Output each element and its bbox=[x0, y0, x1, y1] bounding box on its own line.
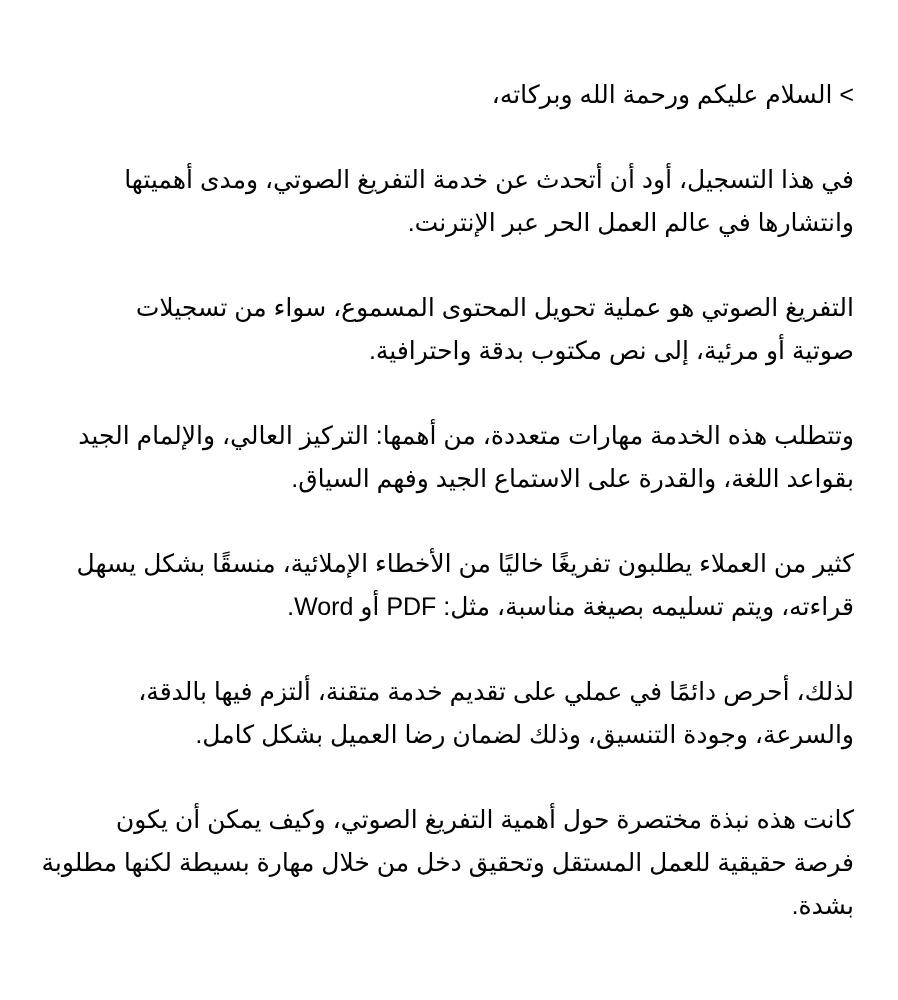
paragraph-line: صوتية أو مرئية، إلى نص مكتوب بدقة واحترافية. bbox=[368, 337, 854, 365]
paragraph-line: وتتطلب هذه الخدمة مهارات متعددة، من أهمها: التركيز العالي، والإلمام الجيد bbox=[78, 422, 854, 450]
paragraph-line: قراءته، ويتم تسليمه بصيغة مناسبة، مثل: PDF أو Word. bbox=[287, 593, 854, 621]
paragraph-line: في هذا التسجيل، أود أن أتحدث عن خدمة التفريغ الصوتي، ومدى أهميتها bbox=[124, 166, 854, 194]
document-body bbox=[30, 74, 854, 928]
skills-paragraph bbox=[30, 415, 854, 501]
conclusion-paragraph bbox=[30, 799, 854, 928]
paragraph-line: كثير من العملاء يطلبون تفريغًا خاليًا من الأخطاء الإملائية، منسقًا بشكل يسهل bbox=[76, 550, 854, 578]
paragraph-line: فرصة حقيقية للعمل المستقل وتحقيق دخل من خلال مهارة بسيطة لكنها مطلوبة bbox=[41, 849, 854, 877]
paragraph-line: بشدة. bbox=[791, 892, 854, 920]
paragraph-line: بقواعد اللغة، والقدرة على الاستماع الجيد وفهم السياق. bbox=[291, 465, 854, 493]
paragraph-line: وانتشارها في عالم العمل الحر عبر الإنترنت. bbox=[407, 209, 854, 237]
commitment-paragraph bbox=[30, 671, 854, 757]
paragraph-line: والسرعة، وجودة التنسيق، وذلك لضمان رضا العميل بشكل كامل. bbox=[195, 721, 854, 749]
definition-paragraph bbox=[30, 287, 854, 373]
greeting-paragraph bbox=[30, 74, 854, 117]
intro-paragraph bbox=[30, 159, 854, 245]
clients-paragraph bbox=[30, 543, 854, 629]
paragraph-line: > السلام عليكم ورحمة الله وبركاته، bbox=[491, 81, 854, 109]
paragraph-line: التفريغ الصوتي هو عملية تحويل المحتوى المسموع، سواء من تسجيلات bbox=[135, 294, 854, 322]
paragraph-line: لذلك، أحرص دائمًا في عملي على تقديم خدمة متقنة، ألتزم فيها بالدقة، bbox=[138, 678, 854, 706]
paragraph-line: كانت هذه نبذة مختصرة حول أهمية التفريغ الصوتي، وكيف يمكن أن يكون bbox=[115, 806, 854, 834]
